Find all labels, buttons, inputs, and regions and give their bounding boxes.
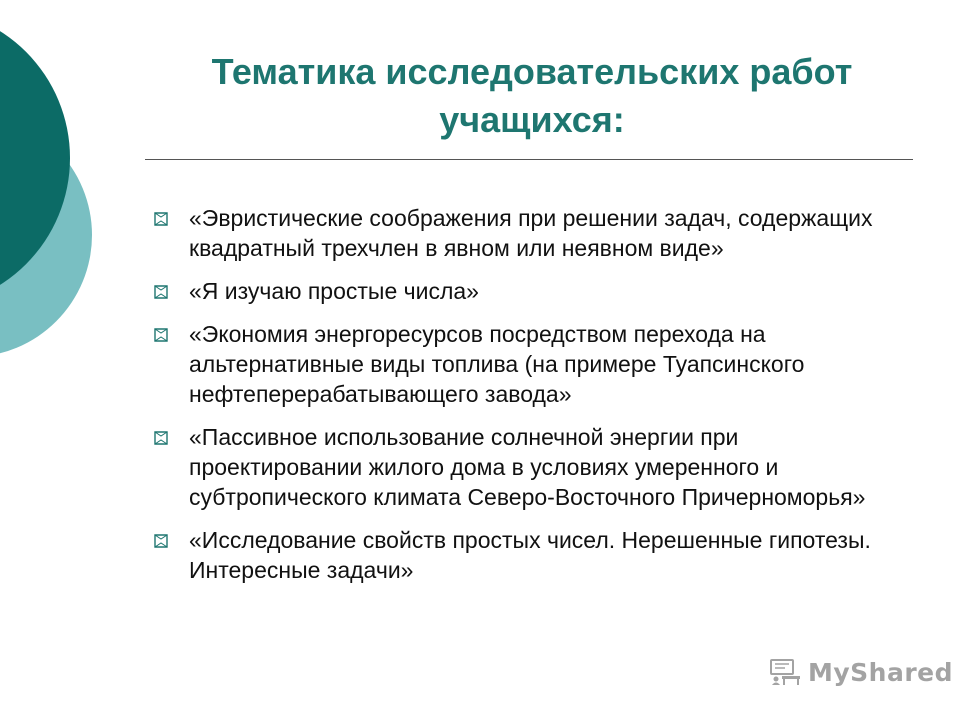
list-item-text: «Пассивное использование солнечной энергии при проектировании жилого дома в условиях умеренного и субтропического климата Северо-Восточного Причерноморья»	[189, 424, 866, 510]
hollow-square-bullet-icon	[153, 430, 169, 446]
hollow-square-bullet-icon	[153, 211, 169, 227]
watermark-logo	[768, 657, 953, 687]
title-divider	[145, 159, 913, 160]
slide-title-line-2: учащихся:	[439, 99, 625, 140]
topics-list	[150, 203, 910, 598]
list-item	[150, 422, 910, 512]
list-item	[150, 276, 910, 306]
slide-title	[150, 48, 914, 144]
hollow-square-bullet-icon	[153, 327, 169, 343]
list-item-text: «Исследование свойств простых чисел. Нерешенные гипотезы. Интересные задачи»	[189, 527, 871, 583]
hollow-square-bullet-icon	[153, 533, 169, 549]
list-item	[150, 203, 910, 263]
watermark-text: MyShared	[808, 657, 954, 687]
list-item	[150, 525, 910, 585]
list-item-text: «Эвристические соображения при решении задач, содержащих квадратный трехчлен в явном или неявном виде»	[189, 205, 873, 261]
classroom-desk-icon	[768, 658, 802, 686]
hollow-square-bullet-icon	[153, 284, 169, 300]
decorative-circles	[0, 0, 110, 400]
list-item-text: «Экономия энергоресурсов посредством перехода на альтернативные виды топлива (на примере Туапсинского нефтеперерабатывающего завода»	[189, 321, 805, 407]
list-item	[150, 319, 910, 409]
slide-title-line-1: Тематика исследовательских работ	[211, 51, 853, 92]
list-item-text: «Я изучаю простые числа»	[189, 278, 479, 304]
